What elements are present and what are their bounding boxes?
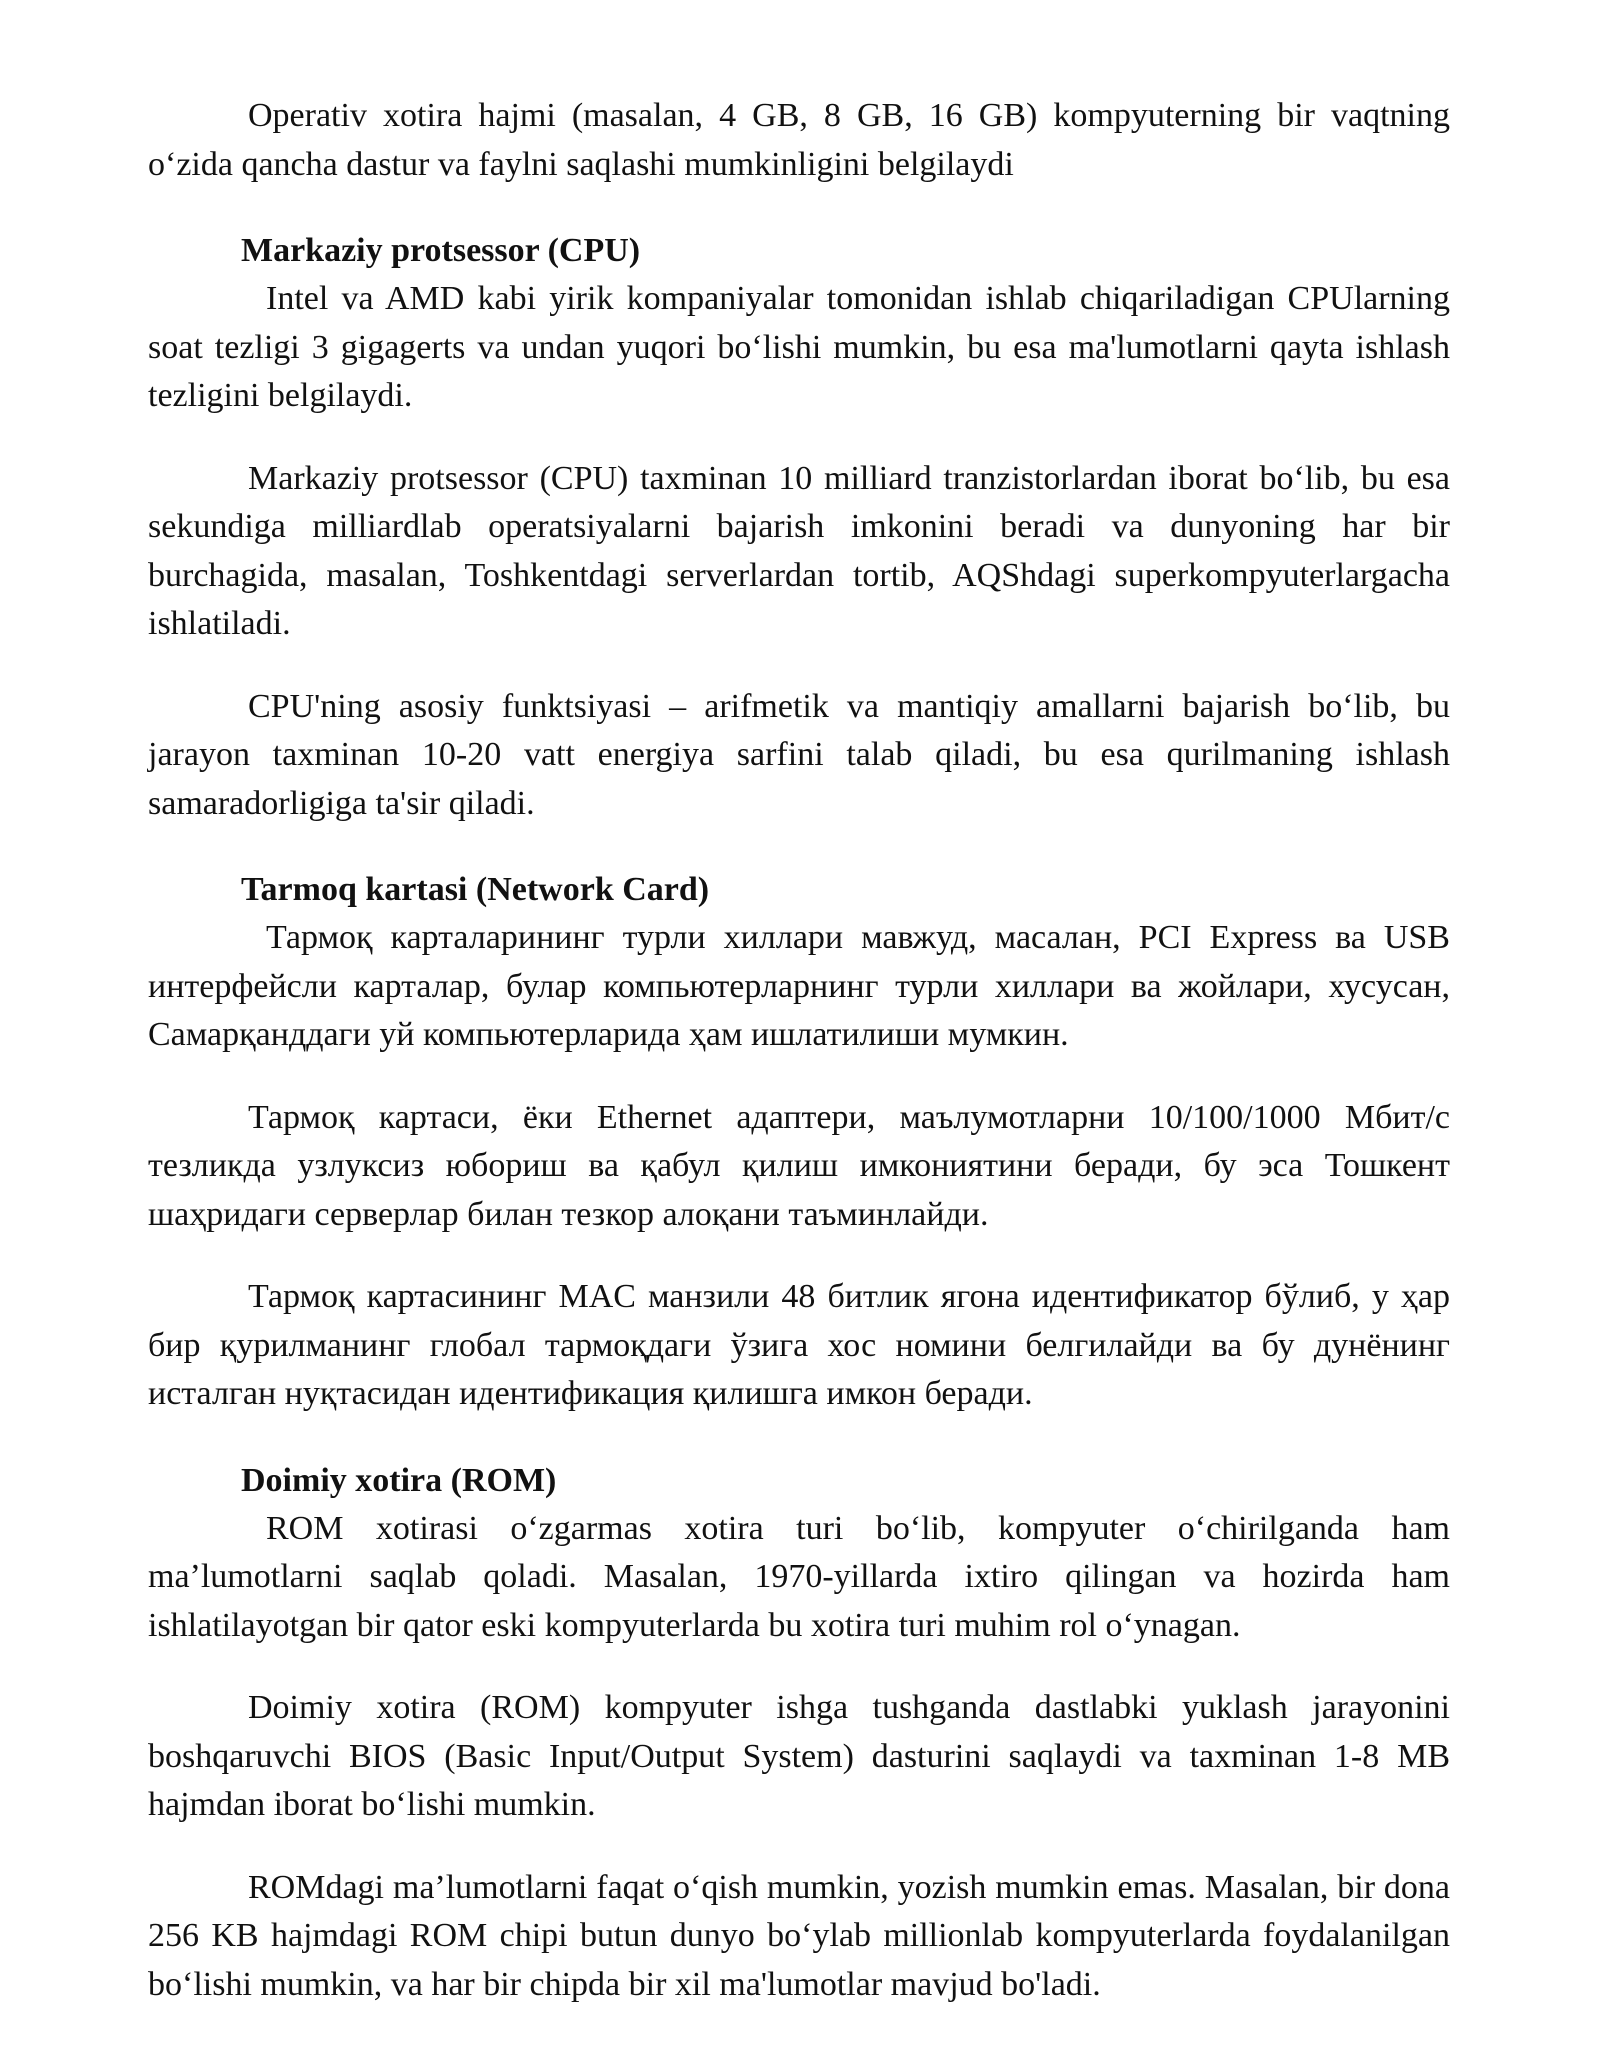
cpu-paragraph-3: CPU'ning asosiy funktsiyasi – arifmetik va mantiqiy amallarni bajarish boʻlib, bu jarayon taxminan 10-20 vatt energiya sarfini talab qiladi, bu esa qurilmaning ishlash samaradorligiga ta'sir qiladi. xyxy=(148,687,1450,822)
rom-paragraph-2: Doimiy xotira (ROM) kompyuter ishga tushganda dastlabki yuklash jarayonini boshqaruvchi BIOS (Basic Input/Output System) dasturini saqlaydi va taxminan 1-8 MB hajmdan iborat boʻlishi mumkin. xyxy=(148,1689,1450,1823)
network-paragraph-2: Тармоқ картаси, ёки Ethernet адаптери, маълумотларни 10/100/1000 Мбит/с тезликда узлуксиз юбориш ва қабул қилиш имкониятини беради, бу эса Тошкент шаҳридаги серверлар билан тезкор алоқани таъминлайди. xyxy=(148,1098,1450,1233)
section-heading-cpu: Markaziy protsessor (CPU) xyxy=(241,232,641,269)
intro-paragraph: Operativ xotira hajmi (masalan, 4 GB, 8 GB, 16 GB) kompyuterning bir vaqtning oʻzida qancha dastur va faylni saqlashi mumkinligini belgilaydi xyxy=(148,97,1450,183)
section-heading-network-card: Tarmoq kartasi (Network Card) xyxy=(241,871,710,908)
network-paragraph-1: Тармоқ карталарининг турли хиллари мавжуд, масалан, PCI Express ва USB интерфейсли карталар, булар компьютерларнинг турли хиллари ва жойлари, хусусан, Самарқанддаги уй компьютерларида ҳам ишлатилиши мумкин. xyxy=(148,919,1450,1053)
rom-paragraph-1: ROM xotirasi oʻzgarmas xotira turi boʻlib, kompyuter oʻchirilganda ham ma’lumotlarni saqlab qoladi. Masalan, 1970-yillarda ixtiro qilingan va hozirda ham ishlatilayotgan bir qator eski kompyuterlarda bu xotira turi muhim rol oʻynagan. xyxy=(148,1509,1450,1644)
rom-paragraph-3: ROMdagi ma’lumotlarni faqat oʻqish mumkin, yozish mumkin emas. Masalan, bir dona 256 KB hajmdagi ROM chipi butun dunyo boʻylab millionlab kompyuterlarda foydalanilgan boʻlishi mumkin, va har bir chipda bir xil ma'lumotlar mavjud bo'ladi. xyxy=(148,1868,1450,2003)
section-heading-rom: Doimiy xotira (ROM) xyxy=(241,1461,557,1499)
document-page xyxy=(148,92,1450,2009)
network-paragraph-3: Тармоқ картасининг MAC манзили 48 битлик ягона идентификатор бўлиб, у ҳар бир қурилманинг глобал тармоқдаги ўзига хос номини белгилайди ва бу дунёнинг исталган нуқтасидан идентификация қилишга имкон беради. xyxy=(148,1278,1450,1412)
cpu-paragraph-1: Intel va AMD kabi yirik kompaniyalar tomonidan ishlab chiqariladigan CPUlarning soat tezligi 3 gigagerts va undan yuqori boʻlishi mumkin, bu esa ma'lumotlarni qayta ishlash tezligini belgilaydi. xyxy=(148,280,1450,414)
cpu-paragraph-2: Markaziy protsessor (CPU) taxminan 10 milliard tranzistorlardan iborat boʻlib, bu esa sekundiga milliardlab operatsiyalarni bajarish imkonini beradi va dunyoning har bir burchagida, masalan, Toshkentdagi serverlardan tortib, AQShdagi superkompyuterlargacha ishlatiladi. xyxy=(148,459,1450,642)
